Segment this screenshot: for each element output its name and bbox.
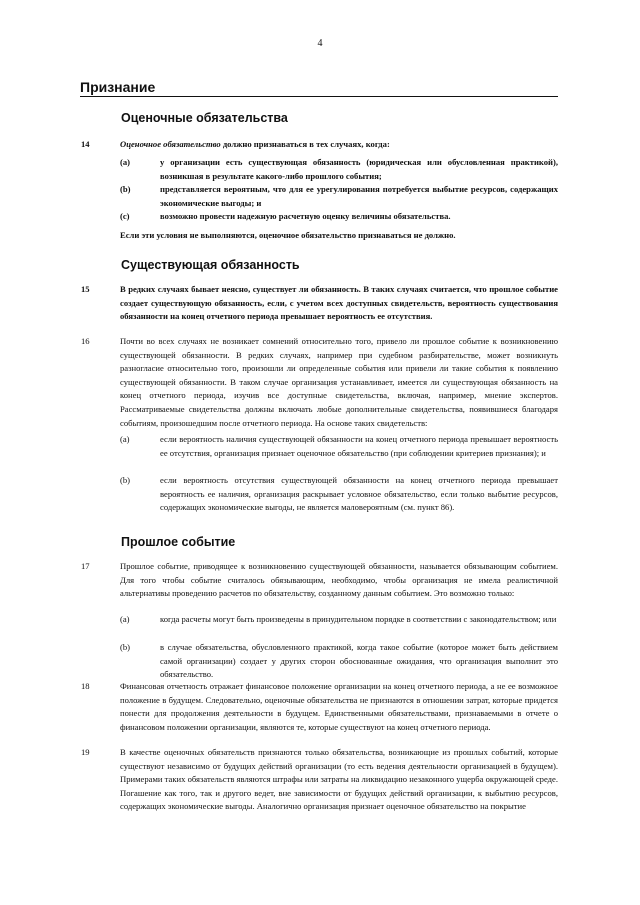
paragraph-19-text: В качестве оценочных обязательств признаются только обязательства, возникающие из прошлых событий, которые существуют независимо от будущих действий организации (то есть ведения деятельности организацией в будущем). Примерами таких обязательств являются штрафы или затраты на ликвидацию незаконного ущерба окружающей среде. Погашение как того, так и другого ведет, вне зависимости от будущих действий организации, к выбытию ресурсов, содержащих экономические выгоды. Аналогично организация признает оценочное обязательство на покрытие [120,747,558,812]
paragraph-number: 14 [81,139,90,149]
item-text: представляется вероятным, что для ее урегулирования потребуется выбытие ресурсов, содержащих экономические выгоды; и [160,184,558,208]
paragraph-14-closing: Если эти условия не выполняются, оценочное обязательство признаваться не должно. [120,230,456,240]
paragraph-18-text: Финансовая отчетность отражает финансовое положение организации на конец отчетного периода, а не ее возможное положение в будущем. Следовательно, оценочные обязательства не признаются в отношении затрат, которые придется понести для продолжения деятельности в будущем. Единственными обязательствами, признаваемыми в отчете о финансовом положении организации, являются те, которые существуют на конец отчетного периода. [120,681,558,732]
item-text: если вероятность отсутствия существующей обязанности на конец отчетного периода превышает вероятность ее наличия, организация раскрывает условное обязательство, если только выбытие ресурсов, содержащих экономические выгоды, не является маловероятным (см. пункт 86). [160,475,558,513]
paragraph-14-lead [120,138,558,152]
item-text: если вероятность наличия существующей обязанности на конец отчетного периода превышает вероятность ее отсутствия, организация признает оценочное обязательство (при соблюдении критериев признания); и [160,434,558,458]
item-text: у организации есть существующая обязанность (юридическая или обусловленная практикой), возникшая в результате какого-либо прошлого события; [160,157,558,181]
item-text: в случае обязательства, обусловленного практикой, когда такое событие (которое может быть действием самой организации) создает у других сторон обоснованные ожидания, что организация выполнит это обязательство. [160,642,558,680]
item-label: (c) [120,211,130,221]
item-text: когда расчеты могут быть произведены в принудительном порядке в соответствии с законодательством; или [160,614,557,624]
item-label: (a) [120,434,130,444]
paragraph-16-text: Почти во всех случаях не возникает сомнений относительно того, привело ли прошлое событие к возникновению существующей обязанности. В редких случаях, например при судебном разбирательстве, может возникнуть разногласие относительно того, произошли ли определенные события или привели ли такие события к появлению существующей обязанности. В таком случае организация устанавливает, имеется ли существующая обязанность на конец отчетного периода, изучив все доступные свидетельства, включая, например, мнение экспертов. Рассматриваемые свидетельства должны включать любые дополнительные свидетельства, появившиеся благодаря событиям, произошедшим после отчетного периода. На основе таких свидетельств: [120,336,558,428]
item-label: (a) [120,157,131,167]
lead-text: должно признаваться в тех случаях, когда: [220,139,390,149]
paragraph-number: 16 [81,336,90,346]
defined-term: Оценочное обязательство [120,139,221,149]
item-label: (b) [120,642,131,652]
item-label: (a) [120,614,130,624]
item-text: возможно провести надежную расчетную оценку величины обязательства. [160,211,451,221]
paragraph-number: 18 [81,681,90,691]
subsection-title: Существующая обязанность [121,258,300,272]
subsection-title: Прошлое событие [121,535,236,549]
paragraph-number: 19 [81,747,90,757]
subsection-title: Оценочные обязательства [121,111,288,125]
item-label: (b) [120,184,131,194]
paragraph-15-text: В редких случаях бывает неясно, существует ли обязанность. В таких случаях считается, что прошлое событие создает существующую обязанность, если, с учетом всех доступных свидетельств, вероятность существования обязанности на конец отчетного периода превышает вероятность ее отсутствия. [120,284,558,322]
section-title: Признание [80,79,558,97]
item-label: (b) [120,475,131,485]
page-number: 4 [317,38,323,49]
paragraph-number: 17 [81,561,90,571]
paragraph-number: 15 [81,284,90,294]
paragraph-17-text: Прошлое событие, приводящее к возникновению существующей обязанности, называется обязывающим событием. Для того чтобы событие считалось обязывающим, необходимо, чтобы организация не имела реалистичной альтернативы проведению расчетов по обязательству, созданному данным событием. Это возможно только: [120,561,558,599]
